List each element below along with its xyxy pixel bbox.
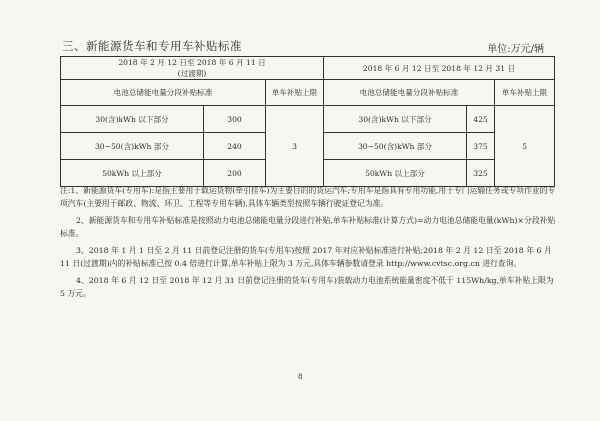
period1-cap-value: 3 — [266, 106, 324, 187]
row3-value-p1: 200 — [204, 160, 266, 187]
note-1: 注:1、新能源货车(专用车):是指主要用于载运货物(牵引挂车)为主要目的的货运汽车;专用车是指具有专用功能,用于专门运输任务或专项作业的专项汽车(主要用于邮政、物流、环卫、工程等专用车辆),具体车辆类型按照车辆行驶证登记为准。 — [60, 186, 556, 208]
row2-value-p2: 375 — [467, 133, 495, 160]
period2-cap-header: 单车补贴上限 — [495, 80, 555, 106]
row2-label-p1: 30~50(含)kWh 部分 — [61, 133, 204, 160]
note-3: 3、2018 年 1 月 1 日至 2 月 11 日前登记注册的货车(专用车)按照 2017 年对应补贴标准进行补贴;2018 年 2 月 12 日至 2018 年 6 月 11 日(过渡期)内的补贴标准已按 0.4 倍进行计算,单车补贴上限为 3 万元,具体车辆参数请登录 http://www.cvtsc.org.cn 进行查询。 — [60, 246, 552, 268]
period1-dates: 2018 年 2 月 12 日至 2018 年 6 月 11 日 — [118, 58, 266, 67]
period1-cap-header: 单车补贴上限 — [266, 80, 324, 106]
section-heading: 三、新能源货车和专用车补贴标准 — [62, 39, 242, 53]
period1-standard-header: 电池总储能电量分段补贴标准 — [61, 80, 266, 106]
unit-label: 单位:万元/辆 — [487, 44, 544, 55]
page-number: 8 — [298, 373, 303, 381]
period2-cap-value: 5 — [495, 106, 555, 187]
period1-transition: (过渡期) — [177, 69, 207, 78]
row3-label-p2: 50kWh 以上部分 — [324, 160, 467, 187]
row3-label-p1: 50kWh 以上部分 — [61, 160, 204, 187]
row1-label-p2: 30(含)kWh 以下部分 — [324, 106, 467, 133]
subsidy-table — [60, 56, 555, 187]
row1-label-p1: 30(含)kWh 以下部分 — [61, 106, 204, 133]
row1-value-p1: 300 — [204, 106, 266, 133]
row2-label-p2: 30~50(含)kWh 部分 — [324, 133, 467, 160]
note-2: 2、新能源货车和专用车补贴标准是按照动力电池总储能电量分段进行补贴,单车补贴标准(计算方式)=动力电池总储能电量(kWh)×分段补贴标准。 — [60, 216, 556, 238]
row1-value-p2: 425 — [467, 106, 495, 133]
period2-standard-header: 电池总储能电量分段补贴标准 — [324, 80, 495, 106]
row3-value-p2: 325 — [467, 160, 495, 187]
period2-header: 2018 年 6 月 12 日至 2018 年 12 月 31 日 — [324, 57, 555, 80]
note-4: 4、2018 年 6 月 12 日至 2018 年 12 月 31 日前登记注册的货车(专用车)装载动力电池系统能量密度不低于 115Wh/kg,单车补贴上限为 5 万元。 — [60, 276, 554, 298]
row2-value-p1: 240 — [204, 133, 266, 160]
notes-section — [60, 184, 556, 304]
period1-header — [61, 57, 324, 80]
